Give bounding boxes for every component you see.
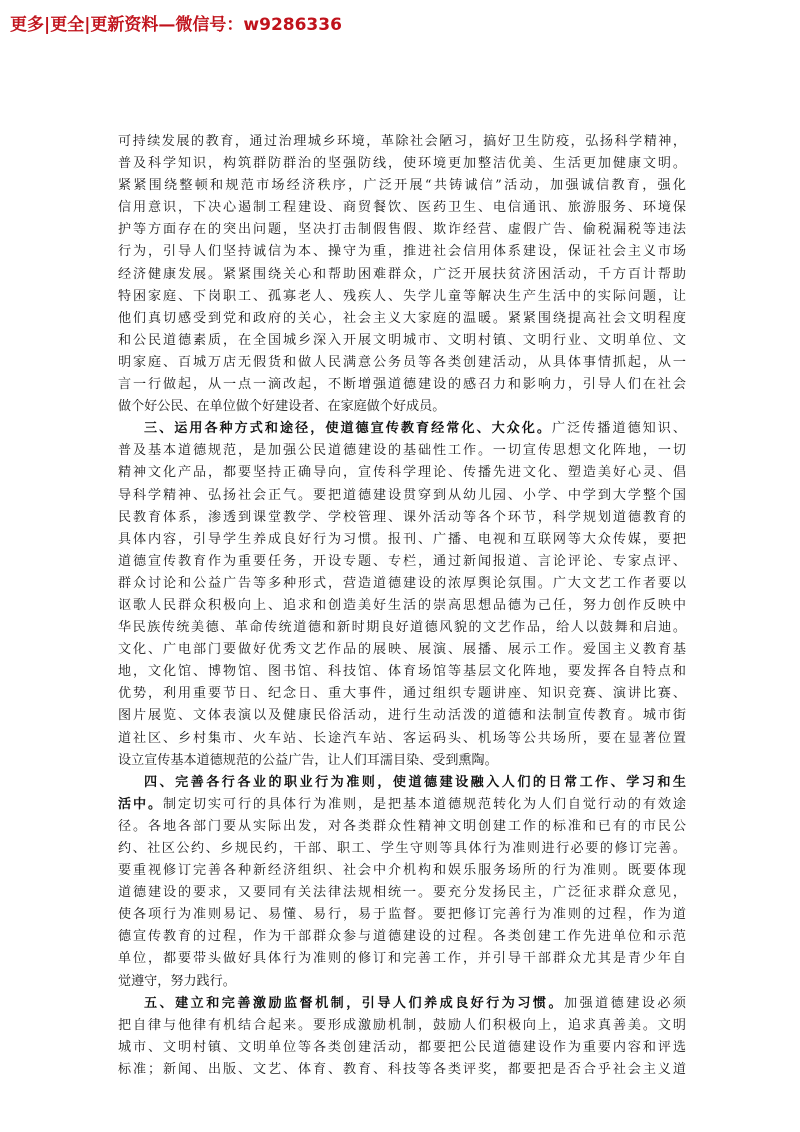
line-text: 广泛传播道德知识、 [552,421,687,437]
line-text: 明家庭、百城万店无假货和做人民满意公务员等各类创建活动，从具体事情抓起，从一 [118,354,686,370]
line-text: 标准；新闻、出版、文艺、体育、教育、科技等各类评奖，都要把是否合乎社会主义道 [118,1061,686,1077]
text-line [118,750,686,772]
line-text: 他们真切感受到党和政府的关心，社会主义大家庭的温暖。紧紧围绕提高社会文明程度 [118,310,686,326]
text-line [118,1037,686,1059]
text-line [118,794,686,816]
text-line [118,948,686,970]
text-line [118,396,686,418]
text-line [118,131,686,153]
text-line [118,617,686,639]
line-text: 设立宣传基本道德规范的公益广告，让人们耳濡目染、受到熏陶。 [118,752,498,768]
line-text: 道德宣传教育作为重要任务，开设专题、专栏，通过新闻报道、言论评论、专家点评、 [118,553,686,569]
line-text: 可持续发展的教育，通过治理城乡环境，革除社会陋习，搞好卫生防疫，弘扬科学精神， [118,134,686,149]
text-line [118,175,686,197]
text-line [118,705,686,727]
line-text: 讴歌人民群众积极向上、追求和创造美好生活的崇高思想品德为己任，努力创作反映中 [118,597,686,613]
text-line [118,816,686,838]
text-line [118,418,686,440]
text-line [118,529,686,551]
text-line [118,639,686,661]
line-text: 做个好公民、在单位做个好建设者、在家庭做个好成员。 [118,399,446,415]
text-line [118,904,686,926]
line-text: 约、社区公约、乡规民约，干部、职工、学生守则等具体行为准则进行必要的修订完善。 [118,841,686,856]
line-text: 护等方面存在的突出问题，坚决打击制假售假、欺诈经营、虚假广告、偷税漏税等违法 [118,222,686,238]
text-line [118,661,686,683]
text-line [118,485,686,507]
line-text: 具体内容，引导学生养成良好行为习惯。报刊、广播、电视和互联网等大众传媒，要把 [118,531,686,547]
line-text: 华民族传统美德、革命传统道德和新时期良好道德风貌的文艺作品，给人以鼓舞和启迪。 [118,620,686,636]
text-line [118,926,686,948]
line-text: 使各项行为准则易记、易懂、易行，易于监督。要把修订完善行为准则的过程，作为道 [118,907,686,923]
line-text: 精神文化产品，都要坚持正确导向，宣传科学理论、传播先进文化、塑造美好心灵、倡 [118,465,686,481]
text-line [118,330,686,352]
text-line [118,219,686,241]
section-heading: 活中。 [118,796,163,812]
line-text: 德宣传教育的过程，作为干部群众参与道德建设的过程。各类创建工作先进单位和示范 [118,929,686,945]
line-text: 紧紧围绕整顿和规范市场经济秩序，广泛开展“共铸诚信”活动，加强诚信教育，强化 [118,178,686,194]
line-text: 觉遵守，努力践行。 [118,973,236,989]
text-line [118,882,686,904]
line-text: 优势，利用重要节日、纪念日、重大事件，通过组织专题讲座、知识竞赛、演讲比赛、 [118,686,686,702]
line-text: 径。各地各部门要从实际出发，对各类群众性精神文明创建工作的标准和已有的市民公 [118,818,686,834]
line-text: 行为，引导人们坚持诚信为本、操守为重，推进社会信用体系建设，保证社会主义市场 [118,244,686,260]
text-line [118,860,686,882]
line-text: 导科学精神、弘扬社会正气。要把道德建设贯穿到从幼儿园、小学、中学到大学整个国 [118,487,686,503]
text-line [118,971,686,993]
line-text: 地，文化馆、博物馆、图书馆、科技馆、体育场馆等基层文化阵地，要发挥各自特点和 [118,664,686,680]
text-line [118,683,686,705]
line-text: 城市、文明村镇、文明单位等各类创建活动，都要把公民道德建设作为重要内容和评选 [118,1039,686,1055]
line-text: 道德建设的要求，又要同有关法律法规相统一。要充分发扬民主，广泛征求群众意见， [118,885,686,901]
text-line [118,241,686,263]
text-line [118,1015,686,1037]
text-line [118,993,686,1015]
line-text: 要重视修订完善各种新经济组织、社会中介机构和娱乐服务场所的行为准则。既要体现 [118,863,686,879]
line-text: 经济健康发展。紧紧围绕关心和帮助困难群众，广泛开展扶贫济困活动，千方百计帮助 [118,266,686,282]
text-line [118,573,686,595]
text-line [118,440,686,462]
text-line [118,374,686,396]
section-heading: 五、建立和完善激励监督机制，引导人们养成良好行为习惯。 [144,995,565,1011]
line-text: 普及基本道德规范，是加强公民道德建设的基础性工作。一切宣传思想文化阵地，一切 [118,443,686,459]
line-text: 制定切实可行的具体行为准则，是把基本道德规范转化为人们自觉行动的有效途 [163,796,687,812]
text-line [118,153,686,175]
line-text: 特困家庭、下岗职工、孤寡老人、残疾人、失学儿童等解决生产生活中的实际问题，让 [118,288,686,304]
line-text: 信用意识，下决心遏制工程建设、商贸餐饮、医药卫生、电信通讯、旅游服务、环境保 [118,200,686,216]
text-line [118,507,686,529]
text-line [118,308,686,330]
line-text: 加强道德建设必须 [564,995,687,1011]
section-heading: 三、运用各种方式和途径，使道德宣传教育经常化、大众化。 [144,421,553,437]
line-text: 文化、广电部门要做好优秀文艺作品的展映、展演、展播、展示工作。爱国主义教育基 [118,642,686,658]
line-text: 道社区、乡村集市、火车站、长途汽车站、客运码头、机场等公共场所，要在显著位置 [118,730,686,746]
text-line [118,728,686,750]
section-heading: 四、完善各行各业的职业行为准则，使道德建设融入人们的日常工作、学习和生 [144,774,686,790]
text-line [118,352,686,374]
document-body [118,131,686,1081]
text-line [118,197,686,219]
text-line [118,551,686,573]
text-line [118,264,686,286]
line-text: 单位，都要带头做好具体行为准则的修订和完善工作，并引导干部群众尤其是青少年自 [118,951,686,967]
wechat-header-banner: 更多|更全|更新资料—微信号：w9286336 [10,15,342,35]
text-line [118,286,686,308]
line-text: 普及科学知识，构筑群防群治的坚强防线，使环境更加整洁优美、生活更加健康文明。 [118,156,686,172]
text-line [118,772,686,794]
text-line [118,462,686,484]
text-line [118,1059,686,1081]
text-line [118,838,686,860]
text-line [118,595,686,617]
line-text: 言一行做起，从一点一滴改起，不断增强道德建设的感召力和影响力，引导人们在社会 [118,377,686,393]
line-text: 群众讨论和公益广告等多种形式，营造道德建设的浓厚舆论氛围。广大文艺工作者要以 [118,575,686,591]
line-text: 把自律与他律有机结合起来。要形成激励机制，鼓励人们积极向上，追求真善美。文明 [118,1017,686,1033]
line-text: 民教育体系，渗透到课堂教学、学校管理、课外活动等各个环节，科学规划道德教育的 [118,509,686,525]
line-text: 图片展览、文体表演以及健康民俗活动，进行生动活泼的道德和法制宣传教育。城市街 [118,708,686,724]
line-text: 和公民道德素质，在全国城乡深入开展文明城市、文明村镇、文明行业、文明单位、文 [118,332,686,348]
